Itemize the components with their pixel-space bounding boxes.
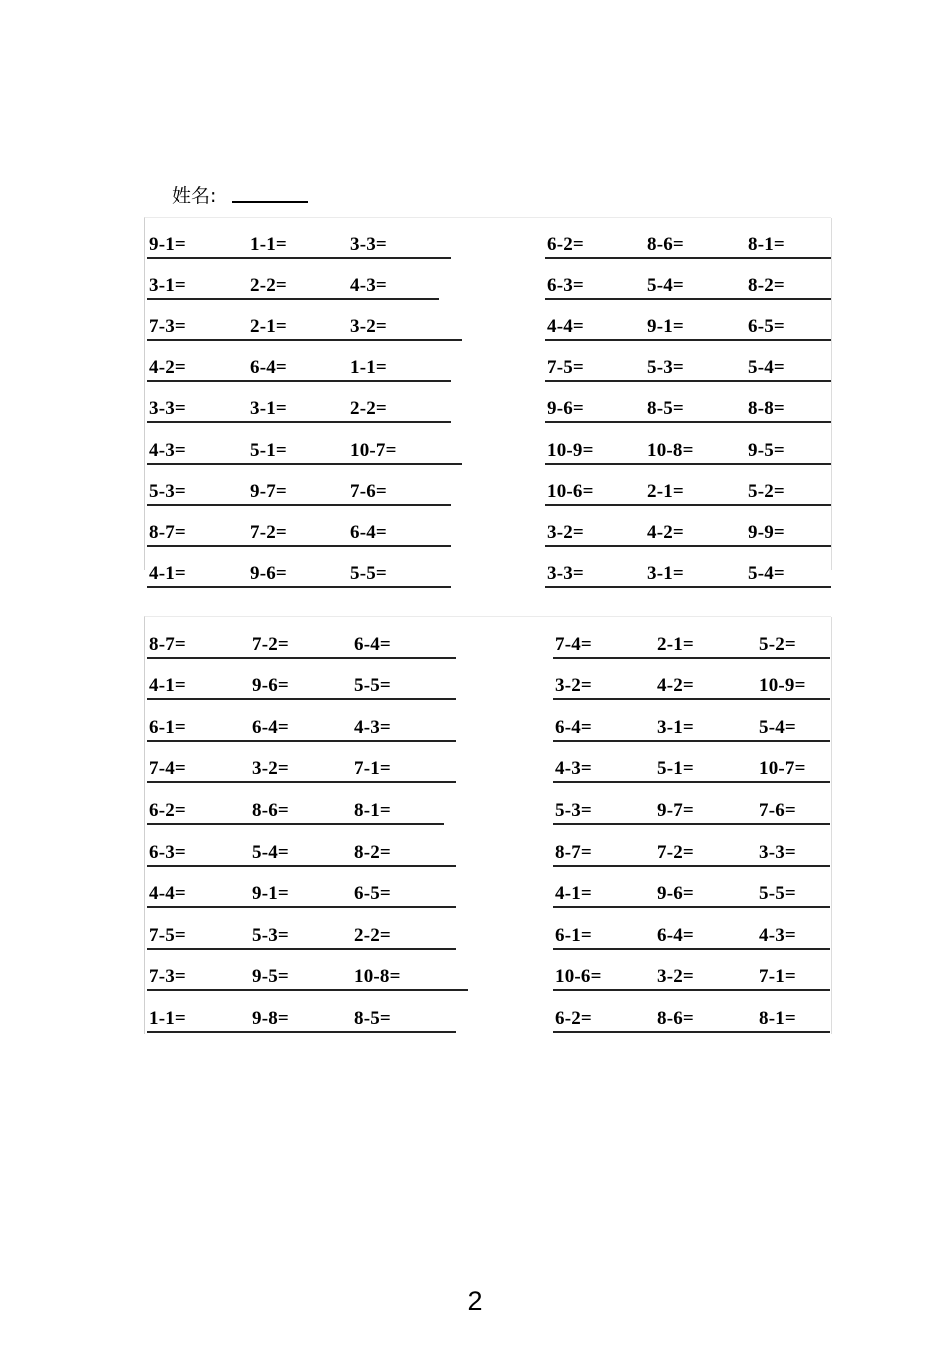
subtraction-problem: 7-3=: [149, 966, 186, 988]
subtraction-problem: 6-5=: [748, 316, 785, 338]
problem-row: [147, 465, 451, 506]
subtraction-problem: 4-1=: [149, 562, 186, 584]
subtraction-problem: 10-9=: [547, 439, 594, 461]
name-blank-line: [232, 186, 308, 203]
subtraction-problem: 9-8=: [252, 1007, 289, 1029]
subtraction-problem: 6-2=: [547, 234, 584, 256]
subtraction-problem: 3-2=: [547, 521, 584, 543]
subtraction-problem: 8-6=: [252, 799, 289, 821]
subtraction-problem: 5-4=: [647, 275, 684, 297]
problem-row: [147, 700, 456, 742]
subtraction-problem: 7-2=: [250, 521, 287, 543]
problem-row: [553, 950, 830, 992]
problem-row: [147, 659, 456, 701]
subtraction-problem: 3-3=: [149, 398, 186, 420]
subtraction-problem: 7-5=: [149, 924, 186, 946]
subtraction-problem: 4-1=: [149, 675, 186, 697]
subtraction-problem: 5-1=: [250, 439, 287, 461]
subtraction-problem: 7-5=: [547, 357, 584, 379]
subtraction-problem: 8-2=: [354, 841, 391, 863]
subtraction-problem: 3-2=: [657, 966, 694, 988]
subtraction-problem: 5-4=: [759, 716, 796, 738]
subtraction-problem: 7-2=: [657, 841, 694, 863]
problem-row: [545, 547, 831, 588]
problem-row: [147, 908, 456, 950]
worksheet-top: [144, 217, 831, 584]
subtraction-problem: 9-1=: [149, 234, 186, 256]
subtraction-problem: 4-3=: [350, 275, 387, 297]
subtraction-problem: 2-1=: [647, 480, 684, 502]
subtraction-problem: 5-4=: [748, 562, 785, 584]
subtraction-problem: 6-1=: [149, 716, 186, 738]
problem-row: [553, 700, 830, 742]
subtraction-problem: 8-7=: [149, 521, 186, 543]
problem-row: [545, 259, 831, 300]
subtraction-problem: 3-3=: [759, 841, 796, 863]
subtraction-problem: 6-5=: [354, 883, 391, 905]
subtraction-problem: 5-5=: [354, 675, 391, 697]
subtraction-problem: 2-2=: [250, 275, 287, 297]
name-label: 姓名:: [172, 184, 217, 207]
problem-row: [545, 218, 831, 259]
subtraction-problem: 4-1=: [555, 883, 592, 905]
subtraction-problem: 8-1=: [354, 799, 391, 821]
subtraction-problem: 9-1=: [252, 883, 289, 905]
subtraction-problem: 3-1=: [657, 716, 694, 738]
problem-column-right: [545, 218, 831, 588]
problem-row: [147, 950, 468, 992]
subtraction-problem: 1-1=: [250, 234, 287, 256]
subtraction-problem: 8-5=: [647, 398, 684, 420]
problem-row: [545, 423, 831, 464]
subtraction-problem: 8-8=: [748, 398, 785, 420]
problem-row: [545, 300, 831, 341]
subtraction-problem: 8-1=: [759, 1007, 796, 1029]
subtraction-problem: 9-9=: [748, 521, 785, 543]
subtraction-problem: 3-1=: [250, 398, 287, 420]
problem-row: [147, 825, 456, 867]
problem-row: [147, 506, 451, 547]
subtraction-problem: 3-1=: [647, 562, 684, 584]
subtraction-problem: 9-6=: [657, 883, 694, 905]
subtraction-problem: 5-4=: [748, 357, 785, 379]
subtraction-problem: 9-6=: [252, 675, 289, 697]
subtraction-problem: 7-4=: [555, 633, 592, 655]
subtraction-problem: 9-7=: [250, 480, 287, 502]
subtraction-problem: 4-3=: [149, 439, 186, 461]
problem-row: [147, 783, 444, 825]
problem-row: [545, 506, 831, 547]
subtraction-problem: 1-1=: [149, 1007, 186, 1029]
problem-row: [147, 218, 451, 259]
subtraction-problem: 9-6=: [547, 398, 584, 420]
subtraction-problem: 3-3=: [350, 234, 387, 256]
problem-row: [147, 991, 456, 1033]
subtraction-problem: 8-6=: [647, 234, 684, 256]
page-number: 2: [467, 1286, 483, 1316]
problem-row: [147, 259, 439, 300]
subtraction-problem: 5-3=: [555, 799, 592, 821]
subtraction-problem: 6-2=: [149, 799, 186, 821]
subtraction-problem: 9-7=: [657, 799, 694, 821]
problem-row: [553, 908, 830, 950]
subtraction-problem: 2-2=: [354, 924, 391, 946]
subtraction-problem: 5-5=: [350, 562, 387, 584]
problem-row: [147, 341, 451, 382]
subtraction-problem: 5-5=: [759, 883, 796, 905]
subtraction-problem: 8-7=: [555, 841, 592, 863]
problem-row: [545, 382, 831, 423]
problem-row: [553, 825, 830, 867]
subtraction-problem: 10-6=: [547, 480, 594, 502]
subtraction-problem: 6-4=: [657, 924, 694, 946]
subtraction-problem: 7-2=: [252, 633, 289, 655]
subtraction-problem: 2-2=: [350, 398, 387, 420]
subtraction-problem: 10-8=: [354, 966, 401, 988]
subtraction-problem: 8-6=: [657, 1007, 694, 1029]
subtraction-problem: 9-5=: [252, 966, 289, 988]
problem-row: [147, 742, 456, 784]
subtraction-problem: 5-3=: [647, 357, 684, 379]
subtraction-problem: 7-4=: [149, 758, 186, 780]
subtraction-problem: 6-3=: [149, 841, 186, 863]
subtraction-problem: 8-2=: [748, 275, 785, 297]
subtraction-problem: 9-1=: [647, 316, 684, 338]
subtraction-problem: 7-6=: [759, 799, 796, 821]
subtraction-problem: 6-4=: [250, 357, 287, 379]
problem-row: [147, 382, 451, 423]
subtraction-problem: 8-1=: [748, 234, 785, 256]
subtraction-problem: 4-4=: [547, 316, 584, 338]
subtraction-problem: 2-1=: [250, 316, 287, 338]
subtraction-problem: 6-4=: [555, 716, 592, 738]
subtraction-problem: 5-2=: [748, 480, 785, 502]
subtraction-problem: 10-7=: [350, 439, 397, 461]
worksheet-bottom: [144, 616, 831, 1034]
subtraction-problem: 7-1=: [759, 966, 796, 988]
subtraction-problem: 5-1=: [657, 758, 694, 780]
problem-row: [545, 341, 831, 382]
name-field-row: [172, 181, 308, 207]
problem-row: [553, 617, 830, 659]
problem-column-left: [147, 617, 468, 1033]
subtraction-problem: 1-1=: [350, 357, 387, 379]
subtraction-problem: 6-2=: [555, 1007, 592, 1029]
subtraction-problem: 5-2=: [759, 633, 796, 655]
problem-row: [553, 659, 830, 701]
subtraction-problem: 7-3=: [149, 316, 186, 338]
problem-row: [147, 617, 456, 659]
subtraction-problem: 5-4=: [252, 841, 289, 863]
subtraction-problem: 4-3=: [354, 716, 391, 738]
problem-row: [147, 547, 451, 588]
subtraction-problem: 3-2=: [350, 316, 387, 338]
subtraction-problem: 3-3=: [547, 562, 584, 584]
subtraction-problem: 5-3=: [252, 924, 289, 946]
problem-row: [553, 783, 830, 825]
problem-column-left: [147, 218, 462, 588]
subtraction-problem: 10-9=: [759, 675, 806, 697]
subtraction-problem: 4-2=: [647, 521, 684, 543]
subtraction-problem: 9-6=: [250, 562, 287, 584]
subtraction-problem: 5-3=: [149, 480, 186, 502]
problem-row: [147, 300, 462, 341]
problem-row: [147, 867, 456, 909]
subtraction-problem: 4-2=: [657, 675, 694, 697]
subtraction-problem: 10-8=: [647, 439, 694, 461]
subtraction-problem: 6-4=: [252, 716, 289, 738]
problem-row: [553, 867, 830, 909]
subtraction-problem: 6-1=: [555, 924, 592, 946]
subtraction-problem: 10-6=: [555, 966, 602, 988]
subtraction-problem: 3-2=: [555, 675, 592, 697]
subtraction-problem: 3-1=: [149, 275, 186, 297]
subtraction-problem: 2-1=: [657, 633, 694, 655]
subtraction-problem: 7-1=: [354, 758, 391, 780]
subtraction-problem: 8-7=: [149, 633, 186, 655]
sheet-right-edge: [831, 617, 832, 1034]
problem-row: [545, 465, 831, 506]
subtraction-problem: 3-2=: [252, 758, 289, 780]
subtraction-problem: 6-4=: [354, 633, 391, 655]
subtraction-problem: 4-4=: [149, 883, 186, 905]
subtraction-problem: 6-4=: [350, 521, 387, 543]
subtraction-problem: 7-6=: [350, 480, 387, 502]
problem-row: [553, 742, 830, 784]
problem-column-right: [553, 617, 830, 1033]
problem-row: [553, 991, 830, 1033]
subtraction-problem: 10-7=: [759, 758, 806, 780]
sheet-right-edge: [831, 218, 832, 570]
problem-row: [147, 423, 462, 464]
subtraction-problem: 9-5=: [748, 439, 785, 461]
subtraction-problem: 4-2=: [149, 357, 186, 379]
subtraction-problem: 4-3=: [759, 924, 796, 946]
subtraction-problem: 6-3=: [547, 275, 584, 297]
subtraction-problem: 4-3=: [555, 758, 592, 780]
subtraction-problem: 8-5=: [354, 1007, 391, 1029]
